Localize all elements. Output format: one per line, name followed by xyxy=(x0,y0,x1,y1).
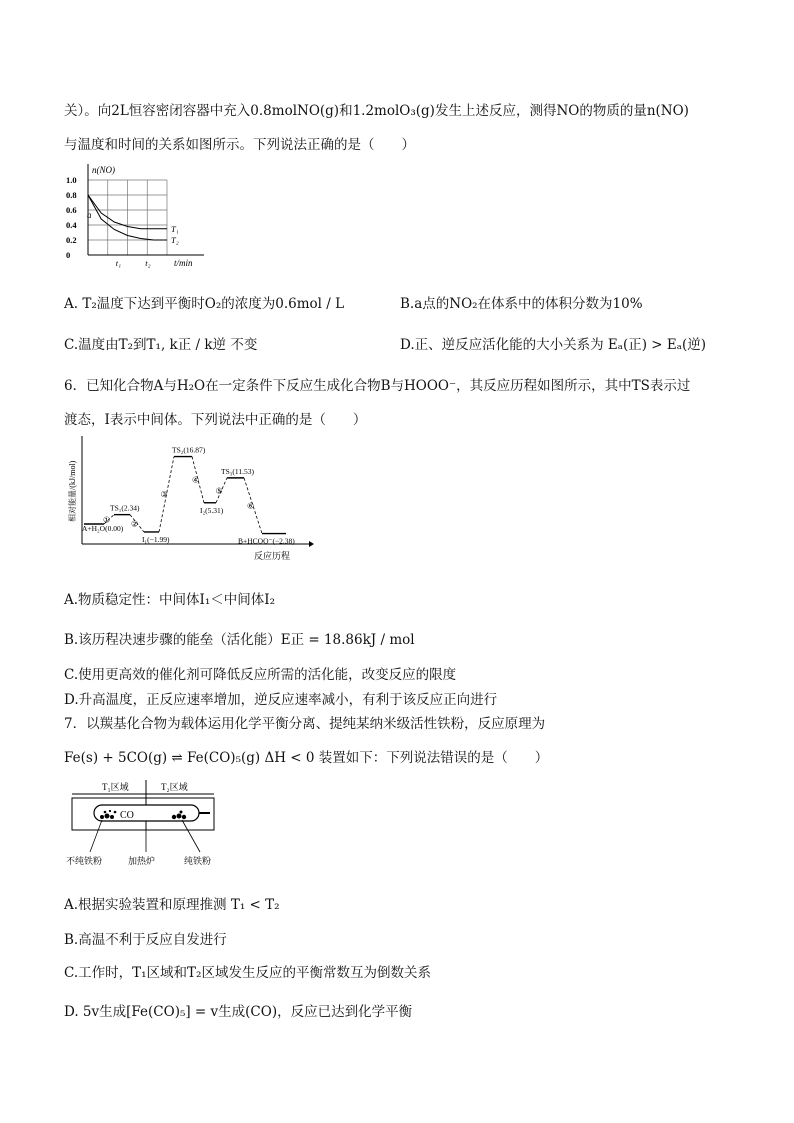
level-label: B+HCOO⁻(−2.38) xyxy=(238,536,295,546)
zone2-label: T₂区域 xyxy=(161,782,188,792)
x-axis-label: t/min xyxy=(174,258,193,268)
step-number: ⑥ xyxy=(247,501,255,511)
y-tick-label: 0 xyxy=(66,250,71,260)
step-markers xyxy=(103,476,254,529)
q7-option-d: D. 5v生成[Fe(CO)₅] = v生成(CO)，反应已达到化学平衡 xyxy=(64,1004,413,1020)
step-number: ③ xyxy=(160,490,168,500)
co-gas-label: CO xyxy=(120,810,134,821)
q6-stem-line1: 6．已知化合物A与H₂O在一定条件下反应生成化合物B与HOOO⁻，其反应历程如图所示，其中TS表示过 xyxy=(64,378,691,394)
pointer-left xyxy=(90,820,102,852)
q7-stem-line1: 7．以羰基化合物为载体运用化学平衡分离、提纯某纳米级活性铁粉，反应原理为 xyxy=(64,716,546,732)
x-axis-label: 反应历程 xyxy=(254,551,291,561)
q6-option-a: A.物质稳定性：中间体I₁＜中间体I₂ xyxy=(64,592,276,608)
q6-option-d: D.升高温度，正反应速率增加，逆反应速率减小，有利于该反应正向进行 xyxy=(64,692,498,708)
q7-option-c: C.工作时，T₁区域和T₂区域发生反应的平衡常数互为倒数关系 xyxy=(64,965,431,981)
chart-axes xyxy=(88,164,204,255)
figure-apparatus xyxy=(64,778,234,870)
y-tick-label: 0.2 xyxy=(66,235,77,245)
q6-stem-line2: 渡态，I表示中间体。下列说法中正确的是（ ） xyxy=(64,412,367,428)
furnace-label: 加热炉 xyxy=(128,856,156,866)
q5-stem-line1: 关）。向2L恒容密闭容器中充入0.8molNO(g)和1.2molO₃(g)发生上述反应，测得NO的物质的量n(NO) xyxy=(64,103,689,119)
point-a-label: a xyxy=(87,210,92,220)
x-axis-arrow xyxy=(309,541,314,547)
y-tick-label: 0.8 xyxy=(66,190,77,200)
y-tick-label: 0.6 xyxy=(66,205,77,215)
x-tick-label: t₁ xyxy=(115,258,122,268)
level-label: TS₂(16.87) xyxy=(172,445,206,455)
step-number: ⑤ xyxy=(215,486,223,496)
q5-option-c: C.温度由T₂到T₁, k正 / k逆 不变 xyxy=(64,337,258,353)
impure-iron-label: 不纯铁粉 xyxy=(66,856,103,866)
q7-stem-line2: Fe(s) + 5CO(g) ⇌ Fe(CO)₅(g) ΔH < 0 装置如下：下列说法错误的是（ ） xyxy=(64,750,549,766)
step-number: ① xyxy=(103,515,111,525)
energy-level-labels xyxy=(82,446,295,546)
figure-energy-profile xyxy=(64,432,314,564)
zone1-label: T₁区域 xyxy=(102,782,129,792)
y-tick-labels xyxy=(66,175,77,260)
q5-option-b: B.a点的NO₂在体系中的体积分数为10% xyxy=(400,296,643,312)
step-number: ② xyxy=(131,519,139,529)
level-label: I₂(5.31) xyxy=(200,505,224,515)
energy-path xyxy=(84,457,286,534)
pointer-right xyxy=(182,820,200,852)
series-label: T₂ xyxy=(171,235,179,245)
x-tick-labels xyxy=(116,258,151,268)
q6-option-c: C.使用更高效的催化剂可降低反应所需的活化能，改变反应的限度 xyxy=(64,667,457,683)
q7-option-a: A.根据实验装置和原理推测 T₁ < T₂ xyxy=(64,897,280,913)
step-number: ④ xyxy=(192,475,200,485)
q7-option-b: B.高温不利于反应自发进行 xyxy=(64,932,227,948)
q5-option-a: A. T₂温度下达到平衡时O₂的浓度为0.6mol / L xyxy=(64,296,345,312)
pure-iron-label: 纯铁粉 xyxy=(184,856,212,866)
q6-option-b: B.该历程决速步骤的能垒（活化能）E正 = 18.86kJ / mol xyxy=(64,632,415,648)
chart-series xyxy=(88,195,179,245)
figure-nno-vs-time xyxy=(64,160,214,272)
q5-stem-line2: 与温度和时间的关系如图所示。下列说法正确的是（ ） xyxy=(64,137,415,153)
x-tick-label: t₂ xyxy=(145,258,151,268)
y-tick-label: 0.4 xyxy=(66,220,77,230)
y-axis-label: 相对能量/(kJ/mol) xyxy=(68,460,77,522)
q5-option-d: D.正、逆反应活化能的大小关系为 Eₐ(正) > Eₐ(逆) xyxy=(400,337,707,353)
level-label: I₁(−1.99) xyxy=(142,534,170,544)
level-label: TS₁(2.34) xyxy=(110,503,140,513)
series-label: T₁ xyxy=(171,223,179,234)
y-axis-label: n(NO) xyxy=(92,165,115,175)
level-label: A+H₂O(0.00) xyxy=(82,524,124,533)
level-label: TS₃(11.53) xyxy=(221,466,254,476)
y-tick-label: 1.0 xyxy=(66,175,77,185)
